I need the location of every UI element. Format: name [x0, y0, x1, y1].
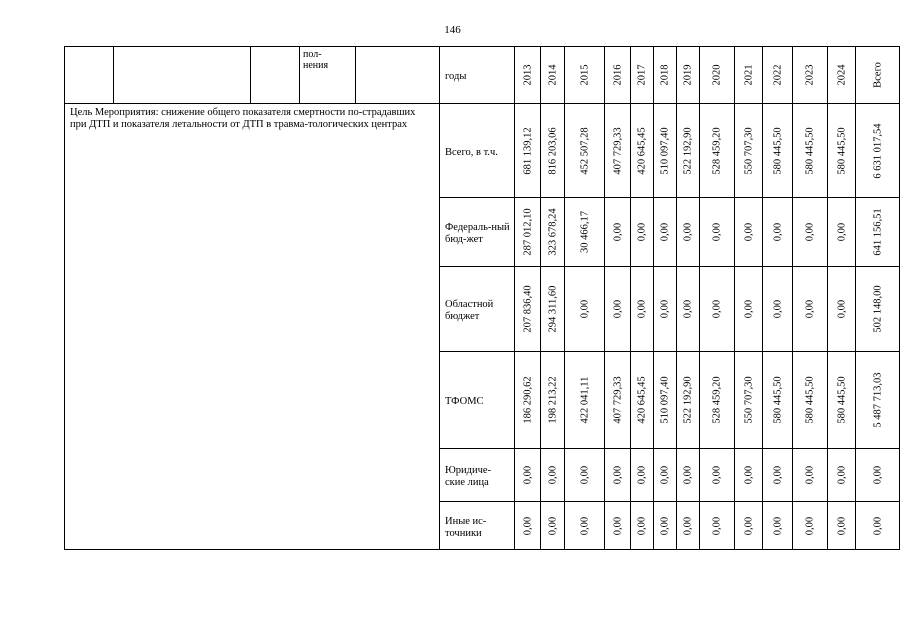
year-header-2023	[793, 47, 828, 104]
value: 0,00	[743, 222, 754, 242]
value: 0,00	[579, 299, 590, 319]
value: 641 156,51	[872, 208, 883, 256]
year-label: 2024	[836, 64, 847, 86]
value: 0,00	[682, 465, 694, 485]
value: 0,00	[547, 465, 558, 485]
year-label: 2014	[547, 64, 558, 86]
value-cell	[565, 267, 605, 352]
value: 0,00	[636, 222, 648, 242]
value-cell	[565, 198, 605, 267]
source-label: ТФОМС	[440, 352, 515, 449]
value-cell	[793, 267, 828, 352]
value-cell	[828, 198, 856, 267]
value: 323 678,24	[547, 208, 558, 256]
source-label: Областной бюджет	[440, 267, 515, 352]
value: 0,00	[804, 222, 816, 242]
year-header-2024	[828, 47, 856, 104]
value: 294 311,60	[547, 285, 558, 333]
value-cell	[565, 104, 605, 198]
value: 0,00	[636, 516, 648, 535]
value: 407 729,33	[612, 376, 623, 424]
value-cell	[515, 502, 541, 550]
value: 420 645,45	[636, 376, 648, 424]
value-cell	[677, 267, 700, 352]
value: 580 445,50	[804, 376, 816, 424]
value-cell	[541, 502, 565, 550]
header-row	[65, 47, 900, 104]
value-cell	[735, 352, 763, 449]
value-cell	[677, 352, 700, 449]
source-label: Федераль-ный бюд-жет	[440, 198, 515, 267]
value-cell	[828, 104, 856, 198]
value-cell	[735, 104, 763, 198]
value: 550 707,30	[743, 376, 754, 424]
value: 287 012,10	[522, 208, 533, 256]
value: 0,00	[612, 299, 623, 319]
year-header-total	[856, 47, 900, 104]
value: 0,00	[659, 516, 671, 535]
value: 0,00	[659, 222, 671, 242]
value: 0,00	[836, 465, 847, 485]
year-label: Всего	[872, 62, 883, 88]
value: 550 707,30	[743, 126, 754, 175]
year-label: 2017	[636, 64, 648, 86]
value: 0,00	[836, 222, 847, 242]
value-cell	[605, 267, 631, 352]
value: 0,00	[682, 299, 694, 319]
value-cell	[515, 104, 541, 198]
row-total	[65, 104, 900, 198]
year-header-2018	[654, 47, 677, 104]
value-cell	[828, 267, 856, 352]
value: 0,00	[579, 465, 590, 485]
year-label: 2021	[743, 64, 754, 86]
value: 528 459,20	[711, 126, 723, 175]
value-cell	[541, 449, 565, 502]
value: 207 836,40	[522, 285, 533, 333]
value-cell	[763, 104, 793, 198]
value-cell	[605, 104, 631, 198]
year-label: 2022	[772, 64, 783, 86]
value-cell	[700, 449, 735, 502]
value: 528 459,20	[711, 376, 723, 424]
value: 0,00	[772, 516, 783, 535]
value: 0,00	[579, 516, 590, 535]
value-cell	[654, 502, 677, 550]
value-cell	[677, 198, 700, 267]
value-cell	[605, 502, 631, 550]
value: 0,00	[772, 299, 783, 319]
year-label: 2019	[682, 64, 694, 86]
value-cell	[735, 449, 763, 502]
value: 0,00	[682, 516, 694, 535]
value-cell	[541, 104, 565, 198]
value-cell	[856, 502, 900, 550]
source-label: Юридиче-ские лица	[440, 449, 515, 502]
value: 580 445,50	[804, 126, 816, 175]
source-label: Иные ис-точники	[440, 502, 515, 550]
value: 0,00	[743, 465, 754, 485]
value-cell	[515, 352, 541, 449]
value: 422 041,11	[579, 376, 590, 424]
value: 0,00	[711, 516, 723, 535]
value-cell	[565, 502, 605, 550]
header-blank-2	[114, 47, 251, 104]
value: 0,00	[711, 299, 723, 319]
value-cell	[856, 449, 900, 502]
year-header-2020	[700, 47, 735, 104]
value: 5 487 713,03	[872, 372, 883, 428]
value-cell	[856, 104, 900, 198]
value-cell	[654, 267, 677, 352]
value-cell	[515, 267, 541, 352]
source-label: Всего, в т.ч.	[440, 104, 515, 198]
funding-table	[64, 46, 900, 550]
value-cell	[541, 352, 565, 449]
header-blank-4	[356, 47, 440, 104]
value: 580 445,50	[772, 126, 783, 175]
value: 0,00	[772, 465, 783, 485]
value: 0,00	[659, 465, 671, 485]
value-cell	[605, 198, 631, 267]
value: 452 507,28	[579, 126, 590, 175]
header-blank-1	[65, 47, 114, 104]
value-cell	[515, 198, 541, 267]
value: 0,00	[612, 222, 623, 242]
value-cell	[763, 267, 793, 352]
value: 6 631 017,54	[872, 122, 883, 179]
value: 0,00	[612, 465, 623, 485]
value: 580 445,50	[836, 126, 847, 175]
year-label: 2016	[612, 64, 623, 86]
value: 420 645,45	[636, 126, 648, 175]
value-cell	[677, 449, 700, 502]
value: 0,00	[743, 299, 754, 319]
value-cell	[654, 352, 677, 449]
value-cell	[631, 449, 654, 502]
value-cell	[700, 502, 735, 550]
value-cell	[631, 502, 654, 550]
value-cell	[828, 352, 856, 449]
value-cell	[793, 104, 828, 198]
value: 0,00	[772, 222, 783, 242]
value-cell	[856, 267, 900, 352]
year-label: 2018	[659, 64, 671, 86]
value-cell	[605, 352, 631, 449]
value-cell	[793, 352, 828, 449]
year-label: 2015	[579, 64, 590, 86]
value: 407 729,33	[612, 126, 623, 175]
year-header-2015	[565, 47, 605, 104]
value-cell	[515, 449, 541, 502]
value-cell	[700, 198, 735, 267]
value: 510 097,40	[659, 376, 671, 424]
value: 0,00	[636, 299, 648, 319]
value: 502 148,00	[872, 285, 883, 333]
value-cell	[541, 198, 565, 267]
value-cell	[793, 198, 828, 267]
value-cell	[631, 267, 654, 352]
value-cell	[677, 502, 700, 550]
value: 0,00	[872, 465, 883, 485]
year-header-2019	[677, 47, 700, 104]
value: 0,00	[636, 465, 648, 485]
value: 0,00	[804, 516, 816, 535]
value: 510 097,40	[659, 126, 671, 175]
year-header-2017	[631, 47, 654, 104]
value: 816 203,06	[547, 126, 558, 175]
value: 0,00	[804, 465, 816, 485]
value-cell	[856, 198, 900, 267]
value-cell	[605, 449, 631, 502]
value: 0,00	[836, 299, 847, 319]
value: 580 445,50	[836, 376, 847, 424]
value: 0,00	[836, 516, 847, 535]
value-cell	[828, 449, 856, 502]
value: 0,00	[659, 299, 671, 319]
value-cell	[654, 198, 677, 267]
value: 580 445,50	[772, 376, 783, 424]
value-cell	[735, 267, 763, 352]
value: 198 213,22	[547, 376, 558, 424]
value: 0,00	[547, 516, 558, 535]
value-cell	[828, 502, 856, 550]
value-cell	[677, 104, 700, 198]
year-header-2016	[605, 47, 631, 104]
value-cell	[654, 104, 677, 198]
header-fragment: пол- нения	[300, 47, 356, 104]
value-cell	[631, 104, 654, 198]
value: 0,00	[743, 516, 754, 535]
value: 0,00	[711, 465, 723, 485]
value: 0,00	[872, 516, 883, 535]
value: 0,00	[522, 465, 533, 485]
value-cell	[793, 502, 828, 550]
year-header-2014	[541, 47, 565, 104]
value: 30 466,17	[579, 211, 590, 253]
value-cell	[631, 198, 654, 267]
year-header-2022	[763, 47, 793, 104]
value-cell	[793, 449, 828, 502]
value: 0,00	[804, 299, 816, 319]
value: 522 192,90	[682, 376, 694, 424]
value-cell	[565, 449, 605, 502]
page-number: 146	[444, 24, 461, 36]
value-cell	[700, 104, 735, 198]
years-label: годы	[440, 47, 515, 104]
year-label: 2013	[522, 64, 533, 86]
value-cell	[763, 449, 793, 502]
year-header-2021	[735, 47, 763, 104]
value: 0,00	[612, 516, 623, 535]
value: 0,00	[682, 222, 694, 242]
value-cell	[700, 267, 735, 352]
value: 186 290,62	[522, 376, 533, 424]
header-blank-3	[251, 47, 300, 104]
value-cell	[735, 502, 763, 550]
value-cell	[631, 352, 654, 449]
value-cell	[763, 198, 793, 267]
value: 0,00	[522, 516, 533, 535]
value-cell	[654, 449, 677, 502]
year-label: 2020	[711, 64, 723, 86]
value: 681 139,12	[522, 126, 533, 175]
value-cell	[763, 352, 793, 449]
value-cell	[700, 352, 735, 449]
value-cell	[565, 352, 605, 449]
value: 0,00	[711, 222, 723, 242]
value-cell	[763, 502, 793, 550]
value: 522 192,90	[682, 126, 694, 175]
year-label: 2023	[804, 64, 816, 86]
year-header-2013	[515, 47, 541, 104]
goal-text: Цель Мероприятия: снижение общего показателя смертности по-страдавших при ДТП и показателя летальности от ДТП в травма-тологических центрах	[65, 104, 440, 550]
value-cell	[856, 352, 900, 449]
value-cell	[735, 198, 763, 267]
value-cell	[541, 267, 565, 352]
